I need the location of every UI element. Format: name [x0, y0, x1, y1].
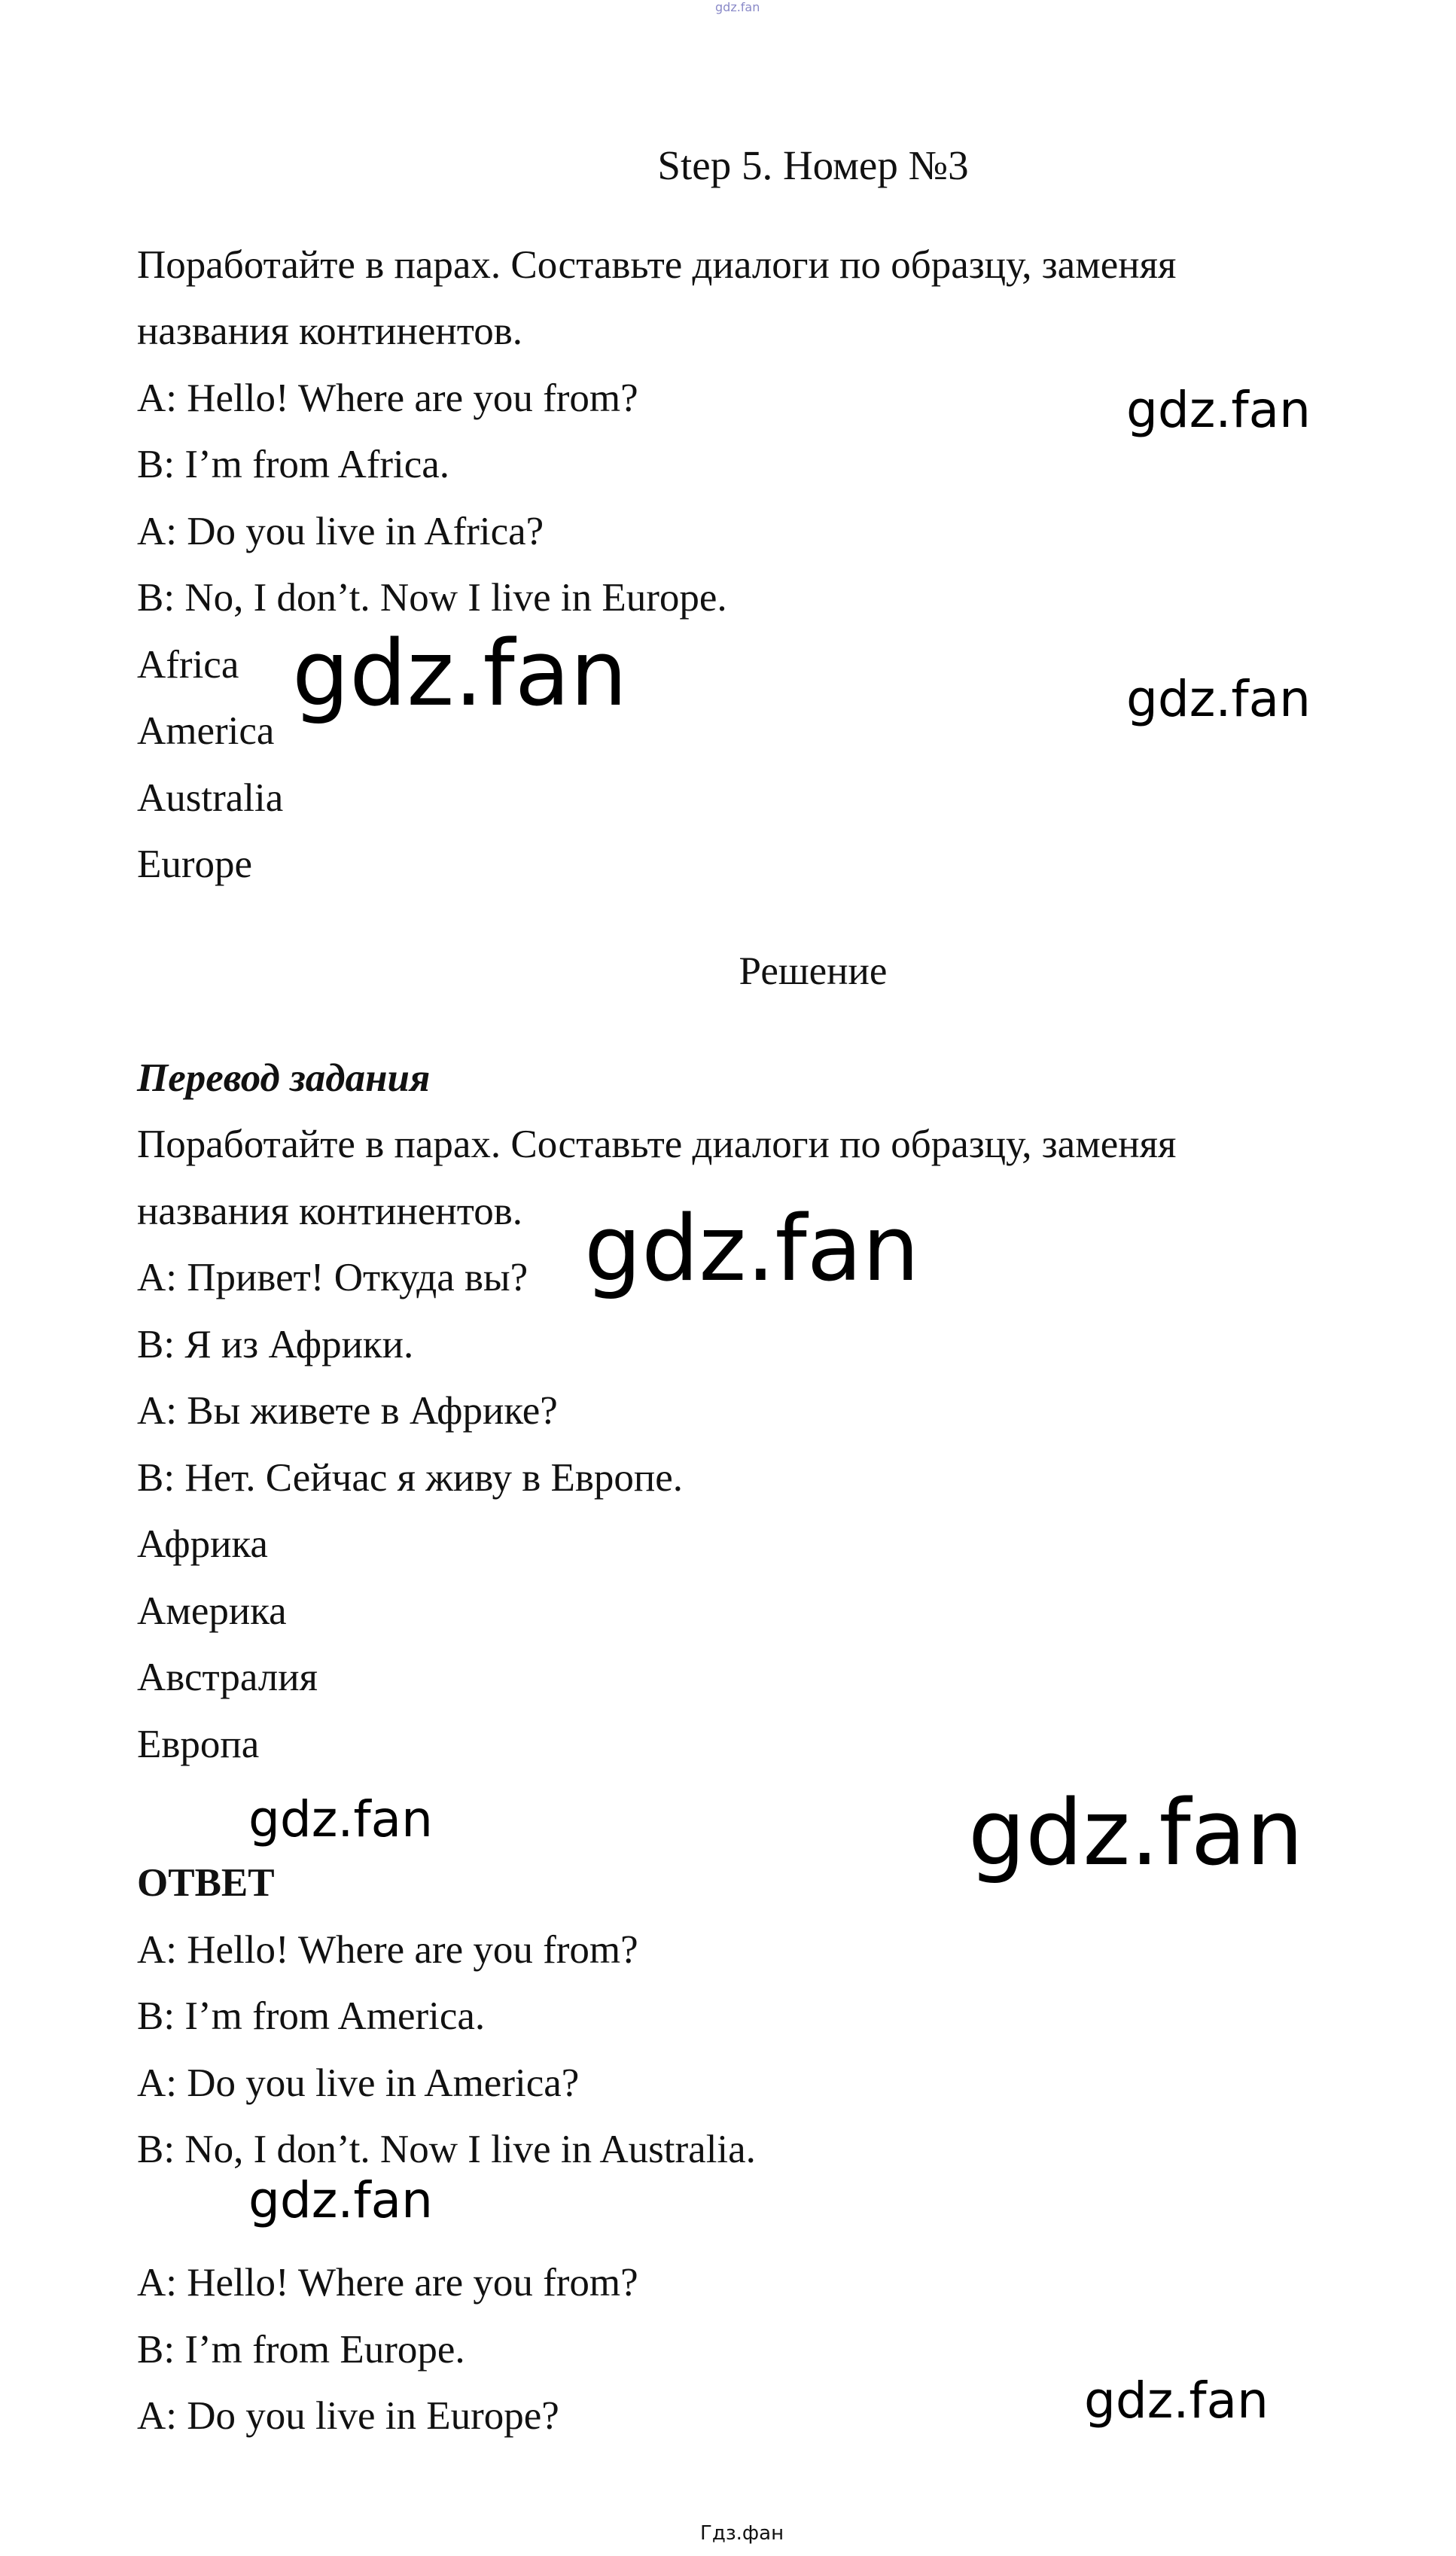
- translation-heading: Перевод задания: [137, 1056, 431, 1100]
- task-line-1: Поработайте в парах. Составьте диалоги по образцу, заменяя: [137, 243, 1177, 287]
- watermark: gdz.fan: [584, 1197, 920, 1302]
- translation-continent-item: Африка: [137, 1522, 268, 1566]
- watermark: gdz.fan: [1126, 381, 1311, 439]
- translation-dialog-line: B: Нет. Сейчас я живу в Европе.: [137, 1456, 684, 1500]
- answer-dialog-line: B: I’m from Europe.: [137, 2328, 465, 2372]
- translation-dialog-line: A: Вы живете в Африке?: [137, 1389, 558, 1433]
- solution-heading: Решение: [739, 949, 888, 993]
- translation-dialog-line: A: Привет! Откуда вы?: [137, 1256, 528, 1299]
- answer-dialog-line: B: No, I don’t. Now I live in Australia.: [137, 2128, 756, 2171]
- page-title: Step 5. Номер №3: [657, 142, 969, 188]
- task-dialog-line: B: I’m from Africa.: [137, 443, 450, 486]
- watermark: gdz.fan: [248, 1790, 433, 1848]
- answer-dialog-line: A: Hello! Where are you from?: [137, 2261, 638, 2305]
- watermark: gdz.fan: [968, 1781, 1304, 1886]
- task-line-2: названия континентов.: [137, 309, 522, 353]
- answer-dialog-line: A: Hello! Where are you from?: [137, 1928, 638, 1972]
- translation-dialog-line: B: Я из Африки.: [137, 1323, 414, 1366]
- task-dialog-line: A: Hello! Where are you from?: [137, 376, 638, 420]
- answer-dialog-line: A: Do you live in Europe?: [137, 2394, 559, 2438]
- continent-item: Africa: [137, 643, 239, 687]
- answer-dialog-line: A: Do you live in America?: [137, 2061, 580, 2105]
- translation-line-2: названия континентов.: [137, 1190, 522, 1233]
- continent-item: Australia: [137, 776, 284, 820]
- continent-item: America: [137, 709, 275, 753]
- task-dialog-line: B: No, I don’t. Now I live in Europe.: [137, 576, 727, 620]
- top-watermark: gdz.fan: [715, 0, 760, 14]
- watermark: gdz.fan: [248, 2171, 433, 2229]
- watermark: gdz.fan: [292, 622, 628, 727]
- translation-continent-item: Америка: [137, 1589, 287, 1633]
- watermark: gdz.fan: [1126, 670, 1311, 728]
- watermark: gdz.fan: [1084, 2372, 1269, 2430]
- answer-dialog-line: B: I’m from America.: [137, 1994, 486, 2038]
- page-footer: Гдз.фан: [700, 2522, 784, 2545]
- translation-line-1: Поработайте в парах. Составьте диалоги по образцу, заменяя: [137, 1123, 1177, 1166]
- answer-heading: ОТВЕТ: [137, 1861, 275, 1905]
- translation-continent-item: Европа: [137, 1723, 260, 1766]
- task-dialog-line: A: Do you live in Africa?: [137, 510, 544, 553]
- continent-item: Europe: [137, 842, 253, 886]
- translation-continent-item: Австралия: [137, 1656, 318, 1699]
